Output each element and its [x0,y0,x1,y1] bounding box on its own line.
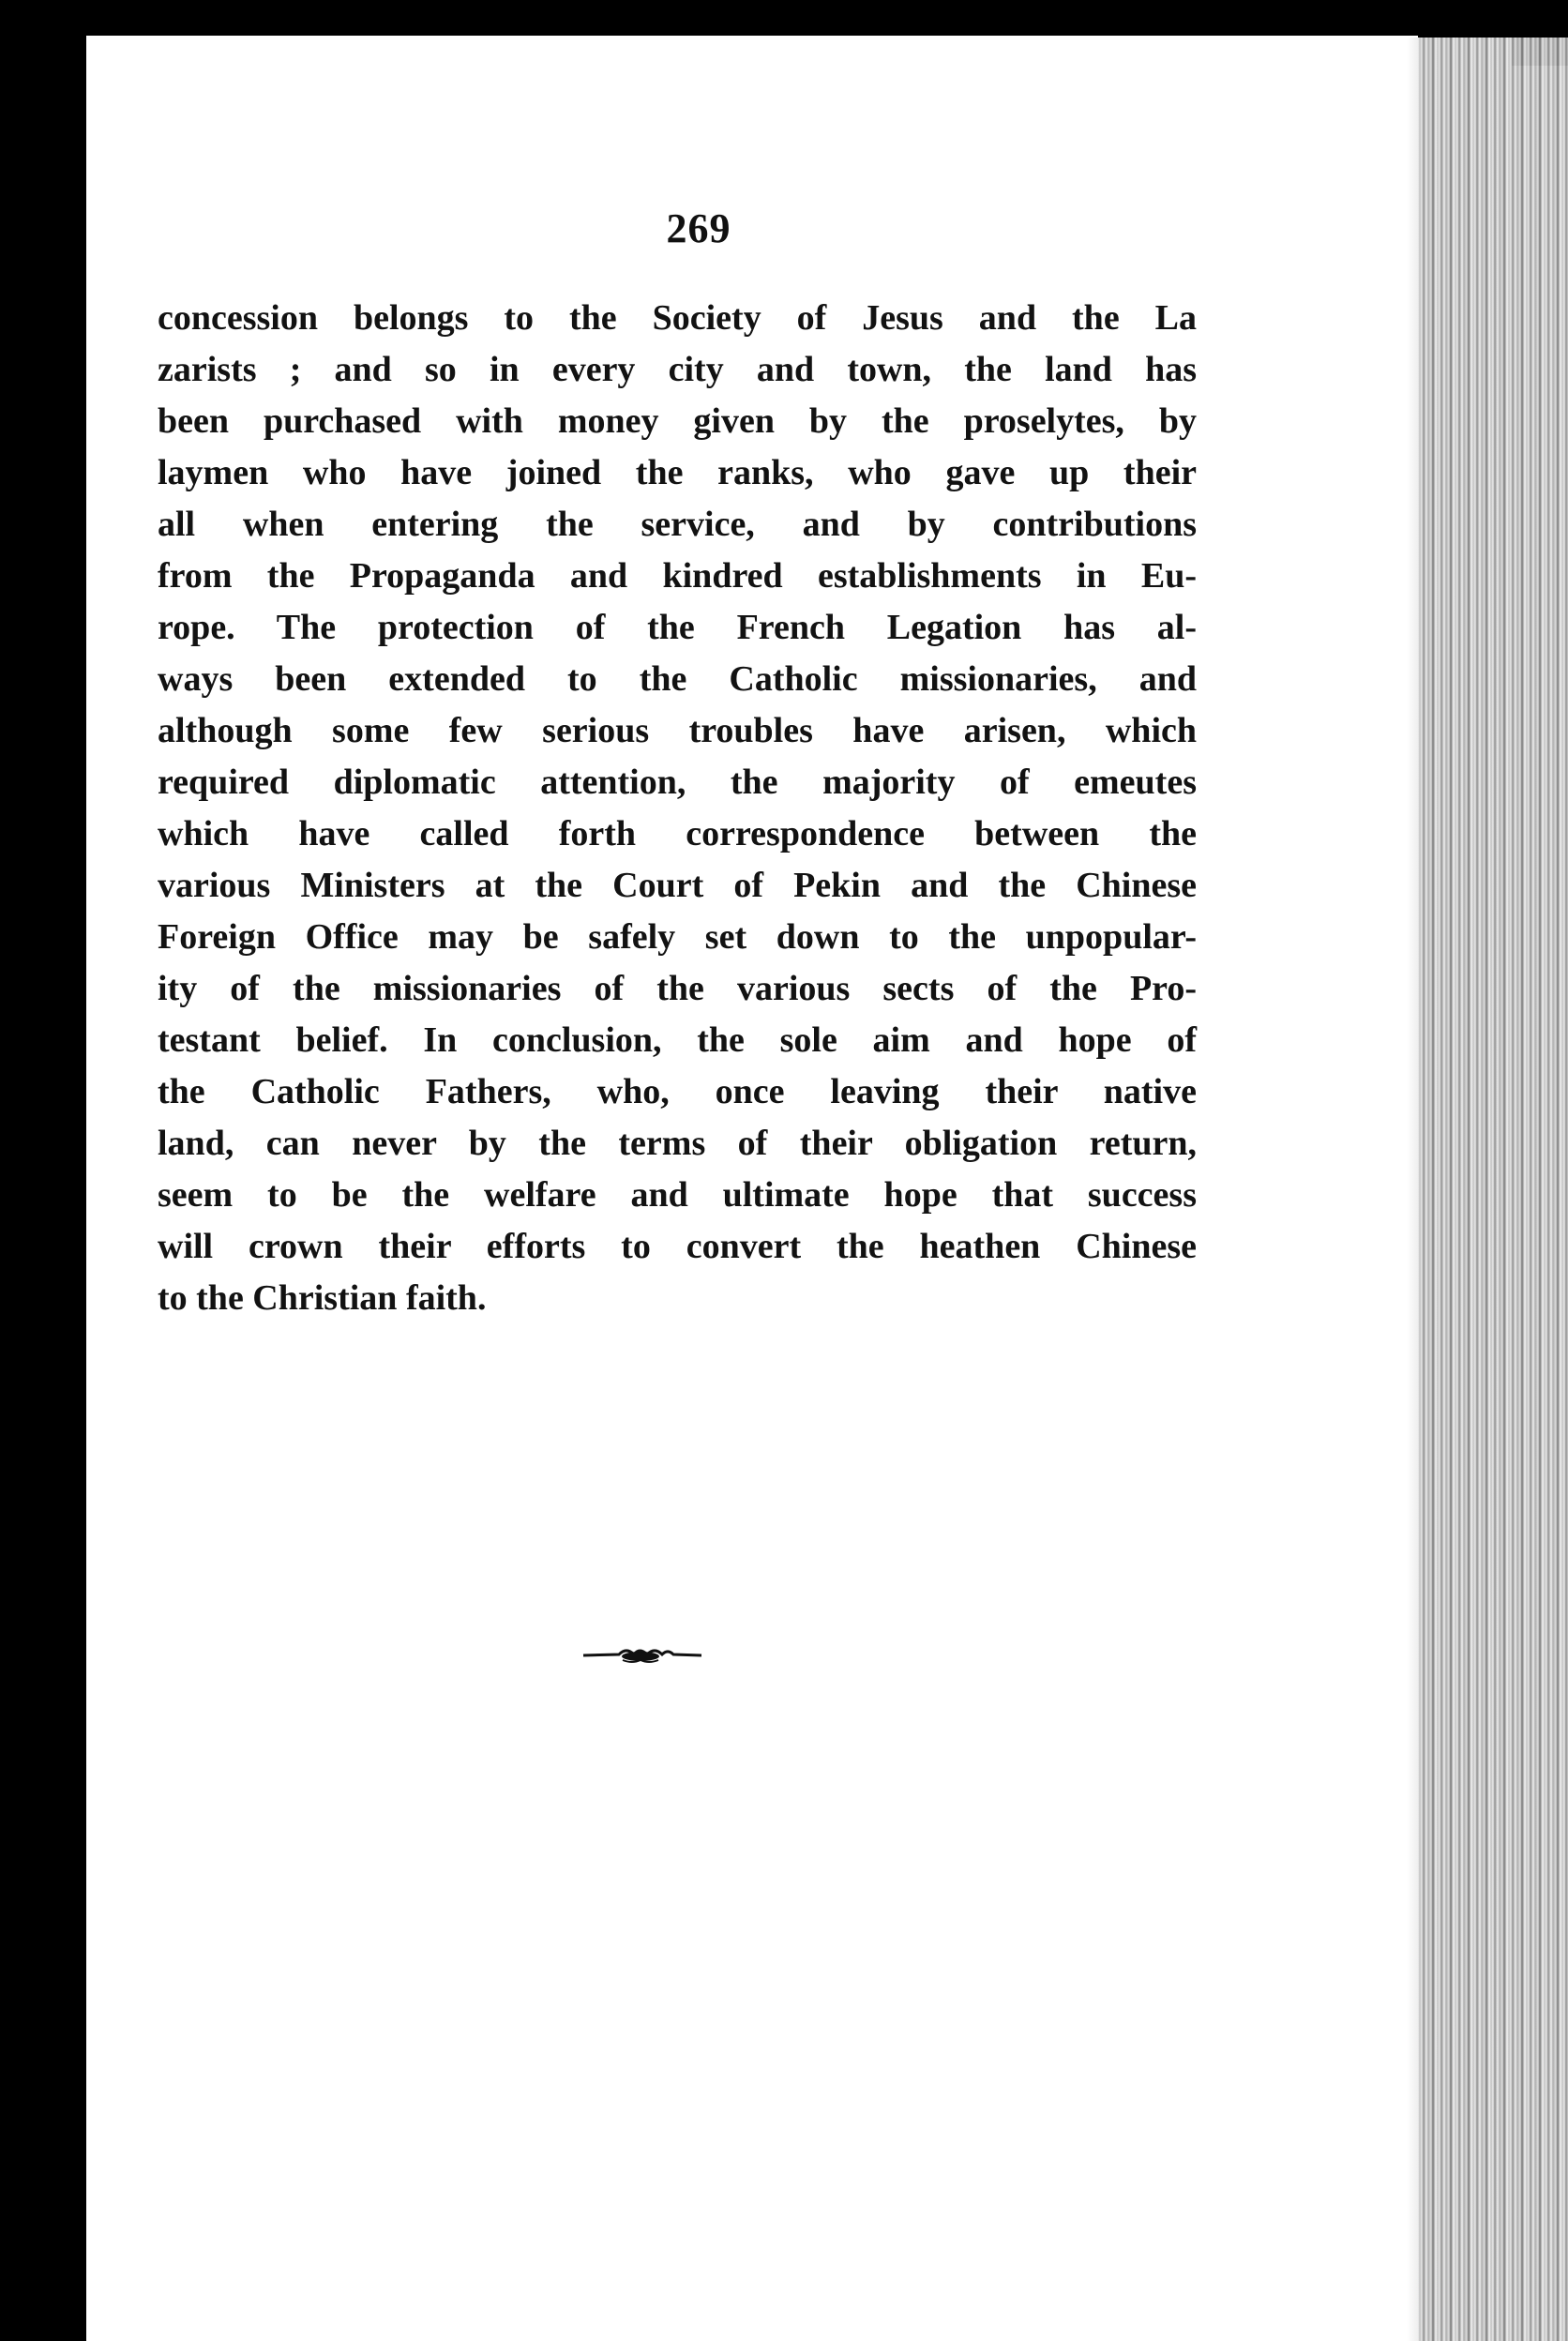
text-line: the Catholic Fathers, who, once leaving their native [158,1072,1197,1111]
scan-frame-top [0,0,1568,38]
body-paragraph [158,293,1197,1324]
text-line: all when entering the service, and by contributions [158,505,1197,544]
text-line: zarists ; and so in every city and town, the land has [158,350,1197,389]
reverse-side-bleed-through [169,1247,1182,2092]
page-number: 269 [666,205,731,251]
text-line: Foreign Office may be safely set down to the unpopular- [158,917,1197,957]
text-line: been purchased with money given by the proselytes, by [158,401,1197,441]
text-line: rope. The protection of the French Legation has al- [158,608,1197,647]
text-line: seem to be the welfare and ultimate hope that success [158,1175,1197,1215]
page-edge-stack [1418,38,1568,2341]
text-line: testant belief. In conclusion, the sole aim and hope of [158,1020,1197,1060]
text-line: to the Christian faith. [158,1278,487,1318]
text-line: ways been extended to the Catholic missionaries, and [158,659,1197,699]
text-line: various Ministers at the Court of Pekin and the Chinese [158,866,1197,905]
text-line: will crown their efforts to convert the heathen Chinese [158,1227,1197,1266]
text-line: ity of the missionaries of the various sects of the Pro- [158,969,1197,1008]
text-line: which have called forth correspondence between the [158,814,1197,853]
text-line: laymen who have joined the ranks, who gave up their [158,453,1197,492]
tailpiece-ornament-icon [581,1643,703,1666]
text-line: concession belongs to the Society of Jesus and the La [158,298,1197,338]
text-line: from the Propaganda and kindred establishments in Eu- [158,556,1197,596]
text-line: although some few serious troubles have arisen, which [158,711,1197,750]
text-line: land, can never by the terms of their obligation return, [158,1124,1197,1163]
scan-frame-left [0,0,86,2341]
text-line: required diplomatic attention, the majority of emeutes [158,763,1197,802]
